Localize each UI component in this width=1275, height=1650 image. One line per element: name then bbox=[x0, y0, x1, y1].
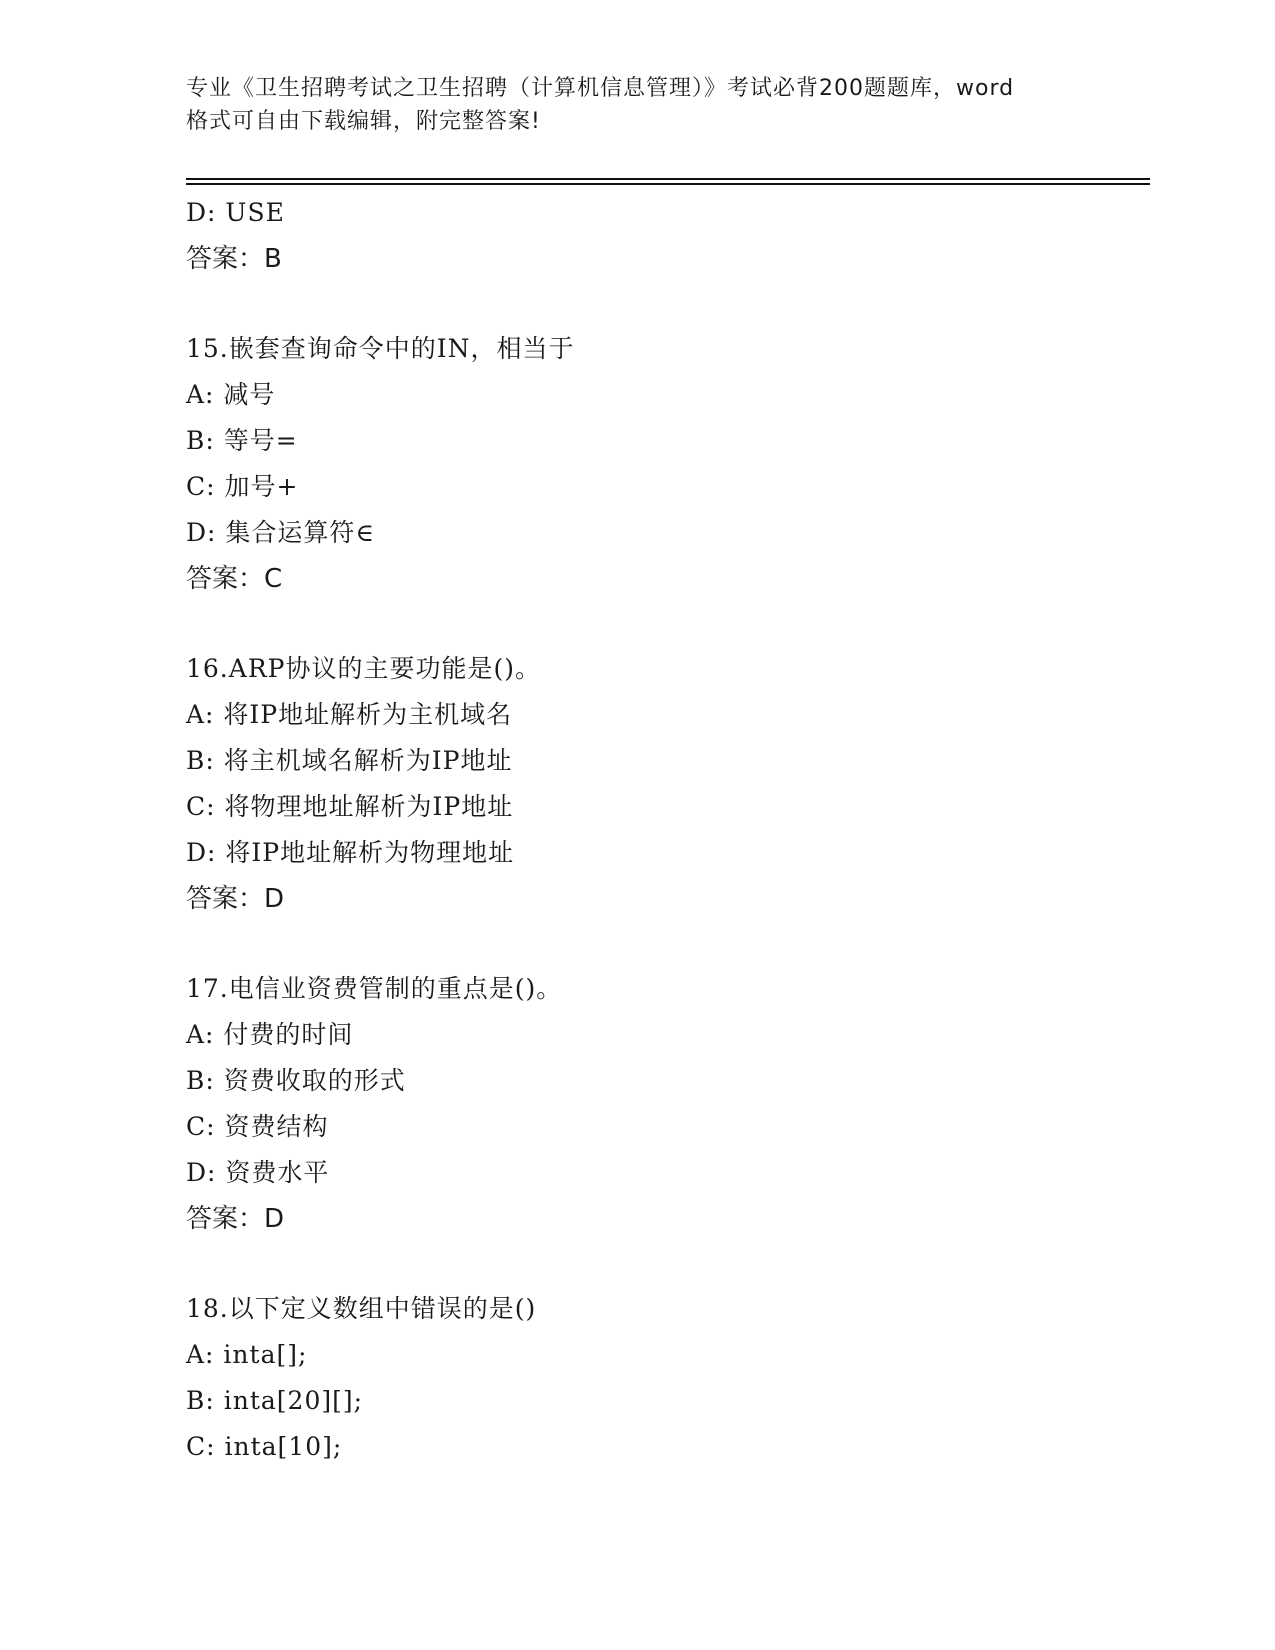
question-17 bbox=[186, 966, 1146, 1242]
answer: 答案：D bbox=[186, 884, 285, 914]
header-divider-bottom bbox=[186, 183, 1150, 185]
question-list bbox=[186, 190, 1146, 1470]
spacer bbox=[186, 602, 1146, 646]
carryover-option-d: D: USE bbox=[186, 198, 285, 227]
answer: 答案：D bbox=[186, 1204, 285, 1234]
option-a: A: 减号 bbox=[186, 380, 276, 409]
option-a: A: 付费的时间 bbox=[186, 1020, 354, 1049]
option-c: C: 加号+ bbox=[186, 472, 299, 501]
question-stem: 18.以下定义数组中错误的是() bbox=[186, 1294, 537, 1323]
spacer bbox=[186, 922, 1146, 966]
option-a: A: inta[]; bbox=[186, 1340, 308, 1369]
option-c: C: 将物理地址解析为IP地址 bbox=[186, 792, 514, 821]
header-title-line-2: 格式可自由下载编辑，附完整答案! bbox=[186, 109, 541, 134]
option-b: B: 资费收取的形式 bbox=[186, 1066, 406, 1095]
question-15 bbox=[186, 326, 1146, 602]
option-d: D: 资费水平 bbox=[186, 1158, 330, 1187]
carryover-answer: 答案：B bbox=[186, 244, 282, 274]
question-stem: 15.嵌套查询命令中的IN，相当于 bbox=[186, 334, 575, 363]
question-stem: 17.电信业资费管制的重点是()。 bbox=[186, 974, 563, 1003]
option-a: A: 将IP地址解析为主机域名 bbox=[186, 700, 513, 729]
question-stem: 16.ARP协议的主要功能是()。 bbox=[186, 654, 541, 683]
option-c: C: 资费结构 bbox=[186, 1112, 329, 1141]
header-title-line-1: 专业《卫生招聘考试之卫生招聘（计算机信息管理）》考试必背200题题库，word bbox=[186, 76, 1015, 101]
spacer bbox=[186, 282, 1146, 326]
header-divider-top bbox=[186, 178, 1150, 180]
answer: 答案：C bbox=[186, 564, 283, 594]
option-b: B: 等号= bbox=[186, 426, 298, 455]
option-c: C: inta[10]; bbox=[186, 1432, 343, 1461]
option-d: D: 将IP地址解析为物理地址 bbox=[186, 838, 515, 867]
question-16 bbox=[186, 646, 1146, 922]
spacer bbox=[186, 1242, 1146, 1286]
option-b: B: 将主机域名解析为IP地址 bbox=[186, 746, 513, 775]
option-d: D: 集合运算符∈ bbox=[186, 518, 375, 547]
option-b: B: inta[20][]; bbox=[186, 1386, 364, 1415]
question-18 bbox=[186, 1286, 1146, 1470]
document-header bbox=[186, 72, 1086, 138]
